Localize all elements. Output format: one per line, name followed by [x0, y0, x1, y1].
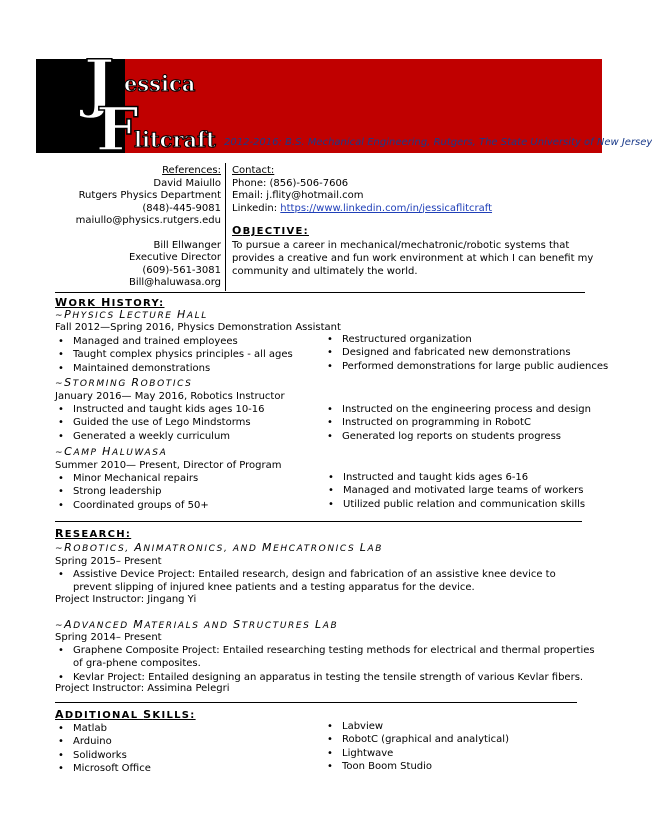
- lab1-title-part: OBOTICS,: [73, 544, 135, 554]
- list-item: • Solidworks: [56, 749, 306, 762]
- name-initial-f: F: [96, 95, 139, 165]
- ref2-name: Bill Ellwanger: [153, 239, 221, 251]
- job2-right-list: [325, 403, 615, 443]
- list-item: • Kevlar Project: Entailed designing an apparatus in testing the tensile strength of various Kevlar fibers.: [56, 671, 596, 684]
- skills-heading-rest2: KILLS:: [152, 710, 196, 721]
- name-first-rest: essica: [124, 71, 196, 96]
- divider-research: [55, 521, 582, 522]
- job3-dates: Summer 2010— Present, Director of Program: [55, 460, 282, 471]
- list-item: • Generated log reports on students progress: [325, 430, 615, 443]
- job3-title-part: ALUWASA: [111, 448, 168, 458]
- job2-title-part: TORMING: [72, 379, 132, 389]
- job2-title-part: R: [131, 376, 141, 389]
- list-item: • Guided the use of Lego Mindstorms: [56, 416, 326, 429]
- list-item: • Coordinated groups of 50+: [56, 499, 326, 512]
- job2-title: [55, 377, 192, 390]
- ref1-phone: (848)-445-9081: [142, 202, 221, 214]
- contact-phone: Phone: (856)-506-7606: [232, 177, 349, 189]
- list-item: • Performed demonstrations for large public audiences: [325, 360, 615, 373]
- job1-right-list: [325, 333, 615, 373]
- divider-skills: [55, 702, 577, 703]
- list-item: • Instructed on the engineering process and design: [325, 403, 615, 416]
- ref2-phone: (609)-561-3081: [142, 264, 221, 276]
- lab2-title-part: AB: [322, 621, 339, 631]
- list-item: • Labview: [325, 720, 615, 733]
- list-item: • Taught complex physics principles - all ages: [56, 348, 326, 361]
- list-item: • Utilized public relation and communication skills: [326, 498, 616, 511]
- lab1-list: [56, 568, 596, 595]
- lab1-title-part: EHCATRONICS: [273, 544, 360, 554]
- skills-heading-cap2: S: [143, 708, 153, 721]
- lab2-title-part: L: [314, 618, 323, 631]
- job2-prefix: ~: [55, 379, 65, 389]
- name-initial-j: J: [84, 46, 115, 121]
- list-item: • Arduino: [56, 735, 306, 748]
- work-heading-rest2: ISTORY:: [111, 298, 165, 309]
- job1-title: [55, 309, 208, 322]
- job3-title-part: AMP: [73, 448, 103, 458]
- list-item: • Toon Boom Studio: [325, 760, 615, 773]
- job1-left-list: [56, 335, 326, 375]
- lab2-prefix: ~: [55, 621, 65, 631]
- objective-text: To pursue a career in mechanical/mechatronic/robotic systems that provides a creative and fun work environment at which I can benefit my community and ultimately the world.: [232, 239, 594, 278]
- lab1-title-part: M: [261, 541, 274, 554]
- list-item: • Designed and fabricated new demonstrations: [325, 346, 615, 359]
- lab1-dates: Spring 2015– Present: [55, 556, 162, 567]
- lab2-title-part: DVANCED: [73, 621, 134, 631]
- lab2-title-part: ATERIALS AND: [144, 621, 234, 631]
- job3-title-part: H: [102, 445, 112, 458]
- contact-block: [232, 165, 604, 278]
- vertical-divider: [225, 163, 226, 291]
- job1-dates: Fall 2012—Spring 2016, Physics Demonstration Assistant: [55, 322, 341, 333]
- list-item: • RobotC (graphical and analytical): [325, 733, 615, 746]
- job2-title-part: S: [64, 376, 73, 389]
- linkedin-label: Linkedin:: [232, 202, 281, 214]
- lab2-dates: Spring 2014– Present: [55, 632, 162, 643]
- list-item: • Managed and trained employees: [56, 335, 326, 348]
- list-item: • Lightwave: [325, 747, 615, 760]
- job1-title-part: L: [119, 308, 127, 321]
- degree-line: 2012-2016: B.S. Mechanical Engineering, Rutgers, The State University of New Jersey: [224, 137, 652, 148]
- research-heading-cap: R: [55, 527, 65, 540]
- lab2-title-part: M: [133, 618, 145, 631]
- list-item: • Instructed and taught kids ages 10-16: [56, 403, 326, 416]
- objective-heading-rest: BJECTIVE:: [242, 226, 309, 237]
- list-item: • Restructured organization: [325, 333, 615, 346]
- list-item: • Generated a weekly curriculum: [56, 430, 326, 443]
- ref1-name: David Maiullo: [153, 177, 221, 189]
- skills-right-list: [325, 720, 615, 773]
- list-item: • Managed and motivated large teams of workers: [326, 484, 616, 497]
- job3-title-part: C: [64, 445, 74, 458]
- list-item: • Instructed on programming in RobotC: [325, 416, 615, 429]
- work-heading-rest1: ORK: [68, 298, 102, 309]
- lab1-title-part: NIMATRONICS, AND: [143, 544, 262, 554]
- job1-title-part: P: [64, 308, 73, 321]
- ref1-email: maiullo@physics.rutgers.edu: [75, 215, 221, 226]
- lab2-title-part: S: [233, 618, 242, 631]
- job1-title-part: H: [177, 308, 187, 321]
- job2-title-part: OBOTICS: [140, 379, 193, 389]
- lab2-title-part: TRUCTURES: [241, 621, 315, 631]
- job3-right-list: [326, 471, 616, 511]
- job2-left-list: [56, 403, 326, 443]
- job2-dates: January 2016— May 2016, Robotics Instructor: [55, 391, 285, 402]
- list-item: • Assistive Device Project: Entailed research, design and fabrication of an assistive knee device to prevent slipping of injured knee patients and a testing apparatus for the device.: [56, 568, 596, 595]
- lab2-title: [55, 619, 338, 632]
- ref2-email: Bill@haluwasa.org: [128, 277, 221, 288]
- job1-title-part: HYSICS: [72, 311, 120, 321]
- lab2-title-part: A: [64, 618, 74, 631]
- contact-heading: Contact:: [232, 165, 275, 176]
- list-item: • Matlab: [56, 722, 306, 735]
- name-last-rest: litcraft: [134, 127, 216, 152]
- ref1-org: Rutgers Physics Department: [78, 190, 221, 201]
- job1-prefix: ~: [55, 311, 65, 321]
- lab1-prefix: ~: [55, 544, 65, 554]
- research-heading: [55, 527, 131, 540]
- lab1-title-part: R: [64, 541, 74, 554]
- skills-left-list: [56, 722, 306, 775]
- lab1-title-part: AB: [367, 544, 384, 554]
- job3-left-list: [56, 472, 326, 512]
- list-item: • Minor Mechanical repairs: [56, 472, 326, 485]
- list-item: • Instructed and taught kids ages 6-16: [326, 471, 616, 484]
- list-item: • Microsoft Office: [56, 762, 306, 775]
- references-block: [60, 165, 221, 290]
- divider-work: [55, 292, 585, 293]
- linkedin-link[interactable]: https://www.linkedin.com/in/jessicaflitcraft: [280, 202, 493, 214]
- ref2-title: Executive Director: [128, 252, 221, 263]
- objective-heading-cap: O: [232, 224, 243, 237]
- research-heading-rest: ESEARCH:: [64, 529, 132, 540]
- job3-prefix: ~: [55, 448, 65, 458]
- lab1-title: [55, 542, 383, 555]
- skills-heading: [55, 708, 196, 721]
- lab1-title-part: L: [359, 541, 368, 554]
- lab1-instructor: Project Instructor: Jingang Yi: [55, 594, 197, 605]
- work-heading-cap1: W: [55, 296, 69, 309]
- contact-email: Email: j.flity@hotmail.com: [232, 190, 364, 201]
- lab2-list: [56, 644, 596, 684]
- job1-title-part: ECTURE: [126, 311, 178, 321]
- objective-heading: [232, 225, 604, 239]
- skills-heading-cap: A: [55, 708, 65, 721]
- lab2-instructor: Project Instructor: Assimina Pelegri: [55, 683, 230, 694]
- list-item: • Graphene Composite Project: Entailed researching testing methods for electrical and thermal properties of gra-phene composites.: [56, 644, 596, 671]
- list-item: • Maintained demonstrations: [56, 362, 326, 375]
- skills-heading-rest: DDITIONAL: [64, 710, 144, 721]
- work-heading-cap2: H: [101, 296, 112, 309]
- job1-title-part: ALL: [186, 311, 208, 321]
- lab1-title-part: A: [134, 541, 144, 554]
- job3-title: [55, 446, 167, 459]
- references-heading: References:: [162, 165, 221, 176]
- list-item: • Strong leadership: [56, 485, 326, 498]
- contact-linkedin: [232, 203, 604, 216]
